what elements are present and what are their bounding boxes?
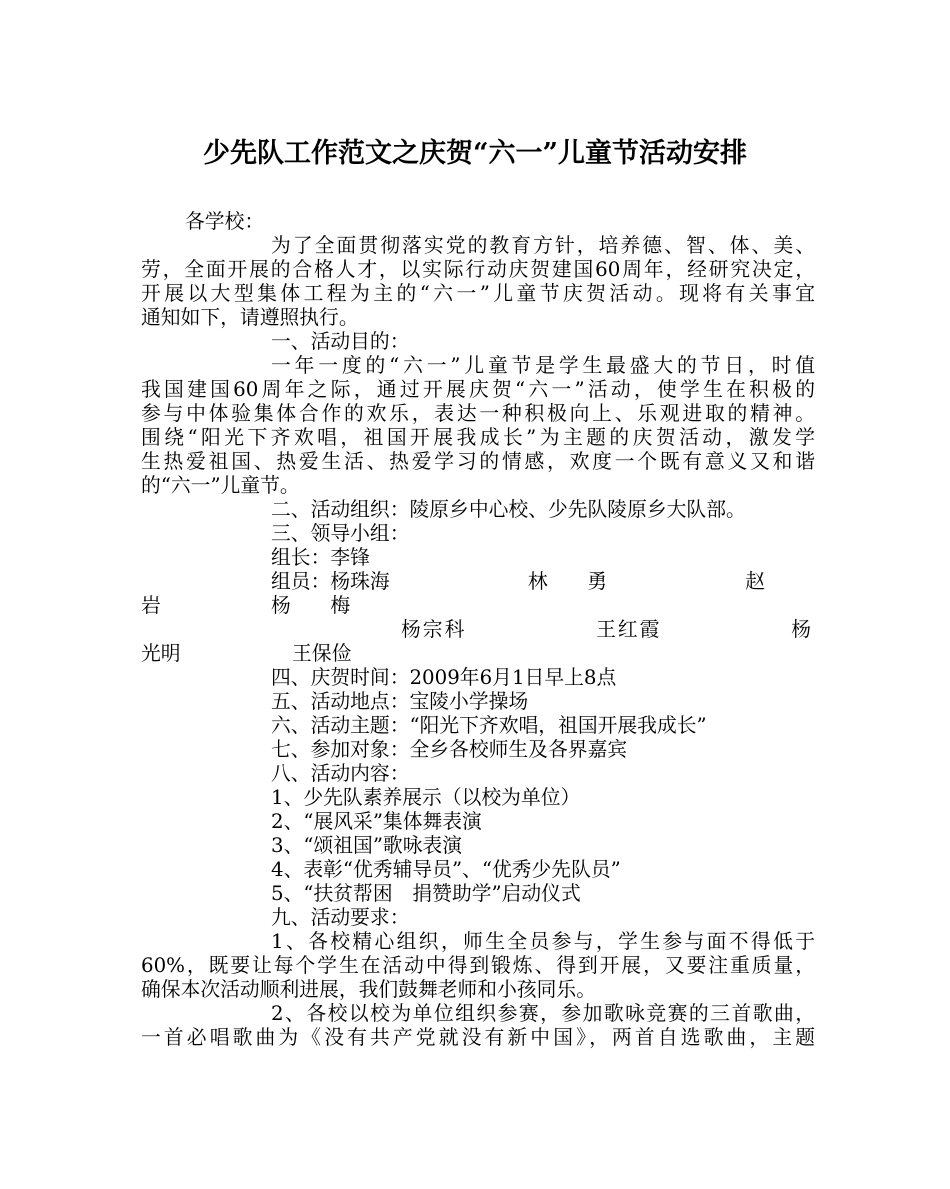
member-name: 林 勇: [527, 570, 608, 593]
purpose-line: 参与中体验集体合作的欢乐，表达一种积极向上、乐观进取的精神。: [141, 402, 815, 425]
location-line: 五、活动地点：宝陵小学操场: [271, 690, 529, 713]
purpose-line: 生热爱祖国、热爱生活、热爱学习的情感，欢度一个既有意义又和谐: [141, 450, 815, 473]
purpose-line: 一年一度的“六一”儿童节是学生最盛大的节日，时值: [271, 354, 815, 377]
purpose-line: 我国建国60周年之际，通过开展庆贺“六一”活动，使学生在积极的: [141, 378, 815, 401]
requirement-line: 一首必唱歌曲为《没有共产党就没有新中国》，两首自选歌曲，主题: [141, 1026, 815, 1049]
content-item: 1、少先队素养展示（以校为单位）: [271, 786, 581, 809]
greeting: 各学校：: [185, 210, 265, 233]
member-name: 杨 梅: [271, 594, 351, 617]
intro-line: 为了全面贯彻落实党的教育方针，培养德、智、体、美、: [271, 234, 815, 257]
section-heading: 一、活动目的：: [271, 330, 410, 353]
member-name: 赵: [745, 570, 765, 593]
organizer-line: 二、活动组织：陵原乡中心校、少先队陵原乡大队部。: [271, 498, 746, 521]
requirement-line: 60%，既要让每个学生在活动中得到锻炼、得到开展，又要注重质量，: [141, 954, 815, 977]
member-name: 组员：杨珠海: [271, 570, 390, 593]
requirement-line: 确保本次活动顺利进展，我们鼓舞老师和小孩同乐。: [141, 978, 596, 1001]
member-name: 杨宗科: [401, 618, 467, 641]
document-body: [141, 210, 815, 1050]
member-name: 王保俭: [292, 642, 352, 665]
content-item: 4、表彰“优秀辅导员”、“优秀少先队员”: [271, 858, 621, 881]
requirement-line: 1、各校精心组织，师生全员参与，学生参与面不得低于: [271, 930, 815, 953]
requirement-line: 2、各校以校为单位组织参赛，参加歌咏竞赛的三首歌曲，: [271, 1002, 815, 1025]
members-row: [141, 570, 815, 594]
intro-line: 开展以大型集体工程为主的“六一”儿童节庆贺活动。现将有关事宜: [141, 282, 815, 305]
section-heading: 八、活动内容：: [271, 762, 410, 785]
content-item: 5、“扶贫帮困 捐赞助学”启动仪式: [271, 882, 581, 905]
member-name: 杨: [791, 618, 811, 641]
section-heading: 三、领导小组：: [271, 522, 410, 545]
intro-line: 通知如下，请遵照执行。: [141, 306, 359, 329]
participants-line: 七、参加对象：全乡各校师生及各界嘉宾: [271, 738, 628, 761]
theme-line: 六、活动主题：“阳光下齐欢唱，祖国开展我成长”: [271, 714, 707, 737]
content-item: 2、“展风采”集体舞表演: [271, 810, 482, 833]
intro-line: 劳，全面开展的合格人才，以实际行动庆贺建国60周年，经研究决定，: [141, 258, 815, 281]
leader-line: 组长：李锋: [271, 546, 370, 569]
member-name: 王红霞: [596, 618, 662, 641]
time-line: 四、庆贺时间：2009年6月1日早上8点: [271, 666, 617, 689]
member-name: 岩: [141, 594, 161, 617]
member-name: 光明: [141, 642, 181, 665]
members-row: [141, 642, 815, 666]
members-row: [141, 594, 815, 618]
document-title: 少先队工作范文之庆贺“六一”儿童节活动安排: [202, 138, 748, 169]
section-heading: 九、活动要求：: [271, 906, 410, 929]
content-item: 3、“颂祖国”歌咏表演: [271, 834, 463, 857]
members-row: [141, 618, 815, 642]
purpose-line: 的“六一”儿童节。: [141, 474, 300, 497]
purpose-line: 围绕“阳光下齐欢唱，祖国开展我成长”为主题的庆贺活动，激发学: [141, 426, 815, 449]
